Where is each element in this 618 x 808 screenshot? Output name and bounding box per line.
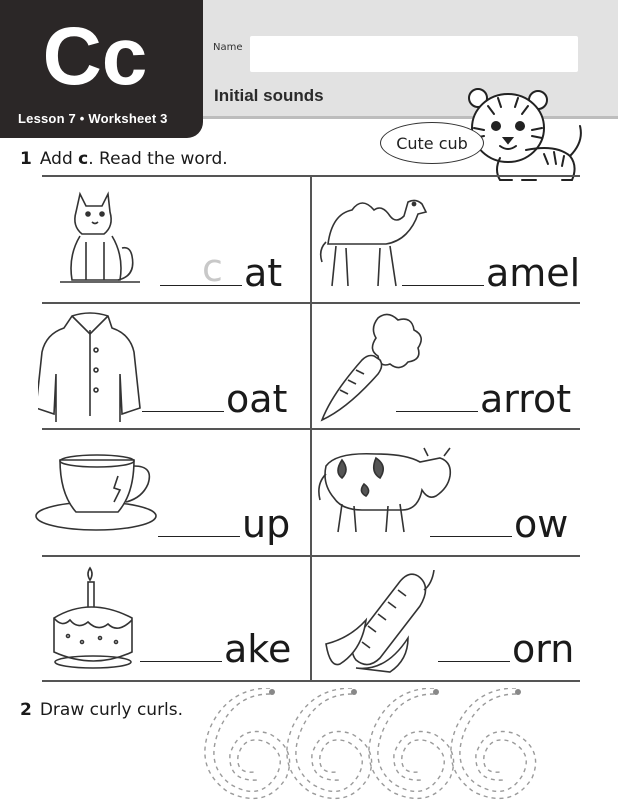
trace-letter: c	[202, 246, 223, 290]
blank-camel[interactable]	[402, 255, 484, 286]
question-2-number: 2	[20, 700, 32, 720]
blank-cat[interactable]	[160, 246, 242, 290]
question-1-number: 1	[20, 149, 32, 169]
coat-icon	[38, 310, 142, 422]
big-letter: Cc	[42, 11, 148, 102]
question-1	[20, 149, 228, 169]
question-1-letter: c	[78, 149, 89, 169]
word-cup	[158, 502, 291, 546]
cat-icon	[52, 182, 142, 292]
ending-cake: ake	[224, 627, 292, 671]
word-coat	[142, 377, 288, 421]
blank-coat[interactable]	[142, 381, 224, 412]
word-carrot	[396, 377, 572, 421]
cake-icon	[48, 562, 138, 670]
grid-line-middle	[310, 175, 312, 680]
question-1-text-before: Add	[39, 149, 79, 169]
blank-cake[interactable]	[140, 631, 222, 662]
ending-camel: amel	[486, 251, 581, 295]
blank-cow[interactable]	[430, 506, 512, 537]
worksheet-subtitle: Initial sounds	[214, 86, 324, 105]
speech-bubble: Cute cub	[380, 122, 484, 164]
name-field[interactable]	[250, 36, 578, 72]
ending-carrot: arrot	[480, 377, 572, 421]
word-corn	[438, 627, 575, 671]
ending-cow: ow	[514, 502, 569, 546]
word-camel	[402, 251, 581, 295]
ending-corn: orn	[512, 627, 575, 671]
blank-carrot[interactable]	[396, 381, 478, 412]
tiger-cub-icon	[466, 84, 586, 188]
ending-coat: oat	[226, 377, 288, 421]
ending-cup: up	[242, 502, 291, 546]
question-2-text: Draw curly curls.	[39, 700, 184, 720]
name-label: Name	[213, 42, 243, 53]
word-cow	[430, 502, 569, 546]
corn-icon	[322, 570, 438, 674]
word-cake	[140, 627, 292, 671]
word-cat	[160, 246, 283, 295]
grid-line-bottom	[42, 680, 580, 682]
ending-cat: at	[244, 251, 283, 295]
blank-corn[interactable]	[438, 631, 510, 662]
cup-icon	[34, 452, 160, 534]
lesson-label: Lesson 7 • Worksheet 3	[18, 111, 168, 126]
question-1-text-after: . Read the word.	[88, 149, 228, 169]
blank-cup[interactable]	[158, 506, 240, 537]
question-2	[20, 700, 183, 720]
letter-box	[0, 0, 203, 138]
curl-tracing-icon[interactable]	[200, 688, 540, 806]
